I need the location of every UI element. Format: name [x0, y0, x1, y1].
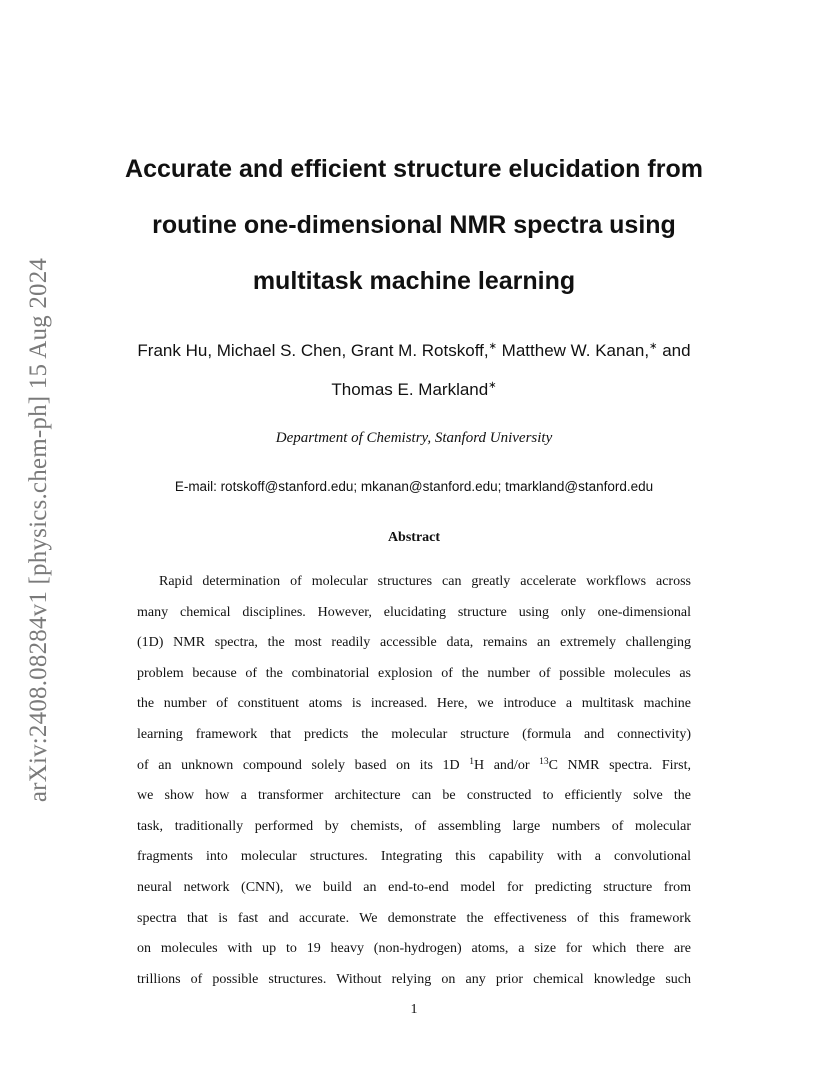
page-number: 1 — [410, 1002, 418, 1017]
abstract-line — [137, 751, 691, 782]
authors-names-1: Frank Hu, Michael S. Chen, Grant M. Rotskoff, — [137, 341, 489, 360]
abstract-text: of an unknown compound solely based on its 1D — [137, 757, 470, 773]
abstract-body — [137, 567, 691, 995]
email-line: E-mail: rotskoff@stanford.edu; mkanan@stanford.edu; tmarkland@stanford.edu — [174, 479, 654, 494]
abstract-line: fragments into molecular structures. Integrating this capability with a convolutional — [137, 849, 691, 865]
abstract-text: C NMR spectra. First, — [548, 757, 691, 773]
abstract-text: H and/or — [474, 757, 540, 773]
arxiv-identifier[interactable]: arXiv:2408.08284v1 [physics.chem-ph] 15 Aug 2024 — [25, 257, 52, 803]
abstract-line: on molecules with up to 19 heavy (non-hydrogen) atoms, a size for which there are — [137, 941, 691, 957]
isotope-superscript: 13 — [539, 756, 549, 767]
title-line-2: routine one-dimensional NMR spectra using — [152, 211, 676, 239]
author-list-line-1 — [80, 341, 748, 361]
isotope-superscript: 1 — [469, 756, 474, 767]
abstract-line: many chemical disciplines. However, elucidating structure using only one-dimensional — [137, 604, 691, 620]
abstract-line: learning framework that predicts the molecular structure (formula and connectivity) — [137, 726, 691, 742]
abstract-line: (1D) NMR spectra, the most readily accessible data, remains an extremely challenging — [137, 635, 691, 651]
corresponding-mark: ∗ — [488, 341, 497, 352]
affiliation: Department of Chemistry, Stanford University — [275, 430, 553, 446]
abstract-line: we show how a transformer architecture can be constructed to efficiently solve the — [137, 788, 691, 804]
abstract-line: trillions of possible structures. Without relying on any prior chemical knowledge such — [137, 971, 691, 987]
abstract-heading: Abstract — [387, 530, 441, 545]
title-line-1: Accurate and efficient structure elucidation from — [125, 155, 703, 183]
abstract-line: Rapid determination of molecular structures can greatly accelerate workflows across — [159, 574, 691, 589]
abstract-line: problem because of the combinatorial explosion of the number of possible molecules as — [137, 665, 691, 681]
author-list-line-2 — [80, 380, 748, 400]
abstract-line: task, traditionally performed by chemists, of assembling large numbers of molecular — [137, 818, 691, 834]
authors-names-3: Thomas E. Markland — [331, 380, 489, 399]
title-line-3: multitask machine learning — [252, 267, 576, 295]
authors-names-2: Matthew W. Kanan, — [496, 341, 650, 360]
abstract-line: neural network (CNN), we build an end-to-end model for predicting structure from — [137, 879, 691, 895]
abstract-line: spectra that is fast and accurate. We demonstrate the effectiveness of this framework — [137, 910, 691, 926]
abstract-line: the number of constituent atoms is increased. Here, we introduce a multitask machine — [137, 696, 691, 712]
corresponding-mark: ∗ — [649, 341, 658, 352]
authors-and: and — [657, 341, 691, 360]
corresponding-mark: ∗ — [488, 380, 497, 391]
